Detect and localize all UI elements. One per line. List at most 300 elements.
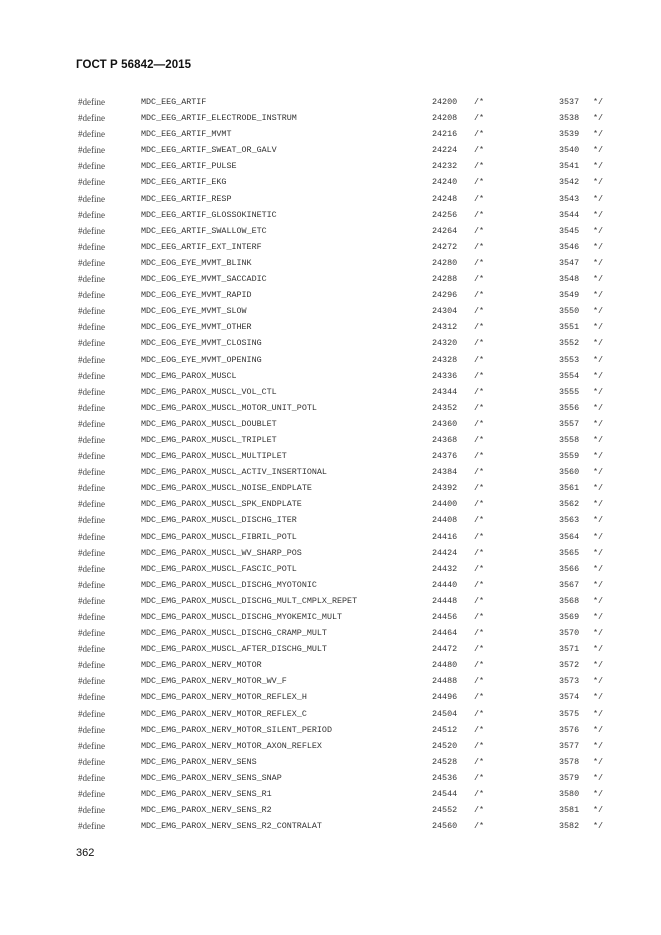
comment-close: */ xyxy=(593,563,604,574)
comment-number: 3565 xyxy=(559,547,580,558)
code-line xyxy=(0,400,661,416)
comment-open: /* xyxy=(474,499,485,510)
comment-close: */ xyxy=(593,644,604,655)
code-line xyxy=(0,416,661,432)
code-line xyxy=(0,512,661,528)
define-keyword: #define xyxy=(78,451,105,462)
comment-close: */ xyxy=(593,97,604,107)
comment-number: 3546 xyxy=(559,241,580,252)
macro-value: 24312 xyxy=(432,322,458,333)
comment-number: 3561 xyxy=(559,483,580,494)
define-keyword: #define xyxy=(78,547,105,558)
comment-close: */ xyxy=(593,483,604,494)
define-keyword: #define xyxy=(78,483,105,494)
macro-value: 24272 xyxy=(432,241,458,252)
comment-number: 3571 xyxy=(559,644,580,655)
macro-value: 24424 xyxy=(432,547,458,558)
comment-open: /* xyxy=(474,370,485,381)
comment-close: */ xyxy=(593,402,604,413)
comment-close: */ xyxy=(593,418,604,429)
macro-name: MDC_EMG_PAROX_MUSCL_FIBRIL_POTL xyxy=(141,531,297,542)
code-line xyxy=(0,174,661,190)
comment-close: */ xyxy=(593,499,604,510)
macro-value: 24496 xyxy=(432,692,458,703)
document-header: ГОСТ Р 56842—2015 xyxy=(76,59,192,71)
define-keyword: #define xyxy=(78,129,105,140)
macro-value: 24536 xyxy=(432,772,458,783)
define-keyword: #define xyxy=(78,177,105,188)
macro-name: MDC_EMG_PAROX_MUSCL_ACTIV_INSERTIONAL xyxy=(141,467,327,478)
comment-close: */ xyxy=(593,676,604,687)
define-keyword: #define xyxy=(78,499,105,510)
comment-close: */ xyxy=(593,274,604,285)
comment-open: /* xyxy=(474,547,485,558)
macro-value: 24448 xyxy=(432,595,458,606)
code-line xyxy=(0,255,661,271)
code-line xyxy=(0,464,661,480)
macro-name: MDC_EEG_ARTIF_EXT_INTERF xyxy=(141,241,262,252)
macro-value: 24472 xyxy=(432,644,458,655)
code-line xyxy=(0,722,661,738)
define-keyword: #define xyxy=(78,821,105,832)
define-keyword: #define xyxy=(78,515,105,526)
comment-open: /* xyxy=(474,354,485,365)
comment-open: /* xyxy=(474,241,485,252)
define-keyword: #define xyxy=(78,789,105,800)
comment-close: */ xyxy=(593,257,604,268)
define-keyword: #define xyxy=(78,97,105,107)
comment-close: */ xyxy=(593,515,604,526)
define-keyword: #define xyxy=(78,708,105,719)
macro-value: 24384 xyxy=(432,467,458,478)
comment-close: */ xyxy=(593,660,604,671)
macro-name: MDC_EEG_ARTIF_GLOSSOKINETIC xyxy=(141,209,277,220)
comment-number: 3548 xyxy=(559,274,580,285)
comment-close: */ xyxy=(593,161,604,172)
comment-close: */ xyxy=(593,306,604,317)
macro-name: MDC_EOG_EYE_MVMT_OTHER xyxy=(141,322,252,333)
define-keyword: #define xyxy=(78,113,105,124)
comment-number: 3576 xyxy=(559,724,580,735)
macro-value: 24440 xyxy=(432,579,458,590)
macro-value: 24208 xyxy=(432,113,458,124)
macro-value: 24320 xyxy=(432,338,458,349)
code-line xyxy=(0,625,661,641)
comment-open: /* xyxy=(474,145,485,156)
comment-number: 3543 xyxy=(559,193,580,204)
comment-open: /* xyxy=(474,322,485,333)
comment-number: 3580 xyxy=(559,789,580,800)
comment-number: 3579 xyxy=(559,772,580,783)
macro-name: MDC_EEG_ARTIF_ELECTRODE_INSTRUM xyxy=(141,113,297,124)
code-line xyxy=(0,609,661,625)
comment-number: 3552 xyxy=(559,338,580,349)
code-line xyxy=(0,142,661,158)
macro-value: 24360 xyxy=(432,418,458,429)
define-keyword: #define xyxy=(78,370,105,381)
code-line xyxy=(0,802,661,818)
macro-name: MDC_EOG_EYE_MVMT_OPENING xyxy=(141,354,262,365)
code-line xyxy=(0,738,661,754)
define-keyword: #define xyxy=(78,563,105,574)
macro-value: 24504 xyxy=(432,708,458,719)
comment-number: 3540 xyxy=(559,145,580,156)
comment-open: /* xyxy=(474,177,485,188)
macro-name: MDC_EOG_EYE_MVMT_RAPID xyxy=(141,290,252,301)
comment-open: /* xyxy=(474,676,485,687)
comment-number: 3557 xyxy=(559,418,580,429)
comment-close: */ xyxy=(593,209,604,220)
comment-number: 3573 xyxy=(559,676,580,687)
comment-open: /* xyxy=(474,434,485,445)
macro-value: 24528 xyxy=(432,756,458,767)
macro-name: MDC_EMG_PAROX_MUSCL_MULTIPLET xyxy=(141,451,287,462)
macro-value: 24432 xyxy=(432,563,458,574)
macro-value: 24224 xyxy=(432,145,458,156)
code-line xyxy=(0,496,661,512)
code-line xyxy=(0,287,661,303)
comment-close: */ xyxy=(593,740,604,751)
comment-number: 3577 xyxy=(559,740,580,751)
macro-name: MDC_EMG_PAROX_MUSCL_SPK_ENDPLATE xyxy=(141,499,302,510)
comment-number: 3566 xyxy=(559,563,580,574)
comment-close: */ xyxy=(593,386,604,397)
code-line xyxy=(0,432,661,448)
macro-value: 24216 xyxy=(432,129,458,140)
comment-close: */ xyxy=(593,595,604,606)
comment-close: */ xyxy=(593,612,604,622)
comment-number: 3562 xyxy=(559,499,580,510)
define-keyword: #define xyxy=(78,756,105,767)
code-line xyxy=(0,319,661,335)
comment-open: /* xyxy=(474,209,485,220)
code-line xyxy=(0,593,661,609)
macro-value: 24376 xyxy=(432,451,458,462)
code-line xyxy=(0,271,661,287)
macro-name: MDC_EMG_PAROX_MUSCL xyxy=(141,370,237,381)
comment-open: /* xyxy=(474,161,485,172)
define-keyword: #define xyxy=(78,418,105,429)
code-line xyxy=(0,529,661,545)
comment-close: */ xyxy=(593,756,604,767)
define-keyword: #define xyxy=(78,692,105,703)
macro-name: MDC_EEG_ARTIF_SWALLOW_ETC xyxy=(141,225,267,236)
comment-open: /* xyxy=(474,483,485,494)
comment-open: /* xyxy=(474,756,485,767)
comment-open: /* xyxy=(474,789,485,800)
comment-number: 3542 xyxy=(559,177,580,188)
macro-value: 24248 xyxy=(432,193,458,204)
code-line xyxy=(0,368,661,384)
code-line xyxy=(0,673,661,689)
code-line xyxy=(0,94,661,110)
comment-close: */ xyxy=(593,772,604,783)
code-line xyxy=(0,577,661,593)
code-line xyxy=(0,110,661,126)
comment-open: /* xyxy=(474,821,485,832)
define-keyword: #define xyxy=(78,531,105,542)
macro-name: MDC_EMG_PAROX_NERV_MOTOR_SILENT_PERIOD xyxy=(141,724,332,735)
code-line xyxy=(0,561,661,577)
macro-name: MDC_EEG_ARTIF_MVMT xyxy=(141,129,232,140)
macro-value: 24336 xyxy=(432,370,458,381)
macro-name: MDC_EMG_PAROX_MUSCL_MOTOR_UNIT_POTL xyxy=(141,402,317,413)
macro-name: MDC_EMG_PAROX_MUSCL_AFTER_DISCHG_MULT xyxy=(141,644,327,655)
comment-number: 3570 xyxy=(559,628,580,639)
macro-name: MDC_EMG_PAROX_MUSCL_DISCHG_MYOTONIC xyxy=(141,579,317,590)
macro-name: MDC_EOG_EYE_MVMT_BLINK xyxy=(141,257,252,268)
comment-open: /* xyxy=(474,531,485,542)
comment-open: /* xyxy=(474,467,485,478)
macro-value: 24304 xyxy=(432,306,458,317)
comment-close: */ xyxy=(593,113,604,124)
comment-open: /* xyxy=(474,805,485,816)
define-keyword: #define xyxy=(78,193,105,204)
macro-value: 24392 xyxy=(432,483,458,494)
comment-close: */ xyxy=(593,531,604,542)
comment-number: 3559 xyxy=(559,451,580,462)
define-keyword: #define xyxy=(78,241,105,252)
define-keyword: #define xyxy=(78,595,105,606)
code-line xyxy=(0,448,661,464)
comment-number: 3564 xyxy=(559,531,580,542)
code-line xyxy=(0,207,661,223)
code-line xyxy=(0,223,661,239)
comment-close: */ xyxy=(593,692,604,703)
macro-name: MDC_EMG_PAROX_MUSCL_DISCHG_MYOKEMIC_MULT xyxy=(141,612,343,622)
define-keyword: #define xyxy=(78,257,105,268)
comment-open: /* xyxy=(474,193,485,204)
macro-name: MDC_EMG_PAROX_MUSCL_DOUBLET xyxy=(141,418,277,429)
comment-open: /* xyxy=(474,772,485,783)
code-line xyxy=(0,239,661,255)
comment-number: 3567 xyxy=(559,579,580,590)
macro-name: MDC_EEG_ARTIF xyxy=(141,97,207,107)
comment-open: /* xyxy=(474,515,485,526)
comment-open: /* xyxy=(474,628,485,639)
comment-number: 3547 xyxy=(559,257,580,268)
code-line xyxy=(0,303,661,319)
macro-value: 24328 xyxy=(432,354,458,365)
comment-close: */ xyxy=(593,370,604,381)
macro-name: MDC_EMG_PAROX_NERV_SENS xyxy=(141,756,257,767)
comment-close: */ xyxy=(593,290,604,301)
define-keyword: #define xyxy=(78,386,105,397)
comment-open: /* xyxy=(474,740,485,751)
comment-open: /* xyxy=(474,451,485,462)
code-line xyxy=(0,689,661,705)
macro-name: MDC_EMG_PAROX_NERV_MOTOR_WV_F xyxy=(141,676,287,687)
comment-open: /* xyxy=(474,402,485,413)
define-keyword: #define xyxy=(78,161,105,172)
comment-number: 3560 xyxy=(559,467,580,478)
comment-number: 3582 xyxy=(559,821,580,832)
comment-close: */ xyxy=(593,789,604,800)
macro-name: MDC_EMG_PAROX_NERV_SENS_R1 xyxy=(141,789,272,800)
macro-name: MDC_EOG_EYE_MVMT_CLOSING xyxy=(141,338,262,349)
comment-close: */ xyxy=(593,225,604,236)
define-keyword: #define xyxy=(78,805,105,816)
comment-open: /* xyxy=(474,274,485,285)
comment-number: 3549 xyxy=(559,290,580,301)
macro-name: MDC_EMG_PAROX_MUSCL_NOISE_ENDPLATE xyxy=(141,483,312,494)
comment-open: /* xyxy=(474,418,485,429)
comment-number: 3578 xyxy=(559,756,580,767)
define-list xyxy=(0,94,661,834)
comment-number: 3541 xyxy=(559,161,580,172)
define-keyword: #define xyxy=(78,676,105,687)
macro-value: 24200 xyxy=(432,97,458,107)
code-line xyxy=(0,786,661,802)
comment-close: */ xyxy=(593,177,604,188)
code-line xyxy=(0,754,661,770)
comment-number: 3539 xyxy=(559,129,580,140)
macro-name: MDC_EMG_PAROX_MUSCL_VOL_CTL xyxy=(141,386,277,397)
macro-name: MDC_EMG_PAROX_NERV_SENS_R2_CONTRALAT xyxy=(141,821,322,832)
macro-value: 24352 xyxy=(432,402,458,413)
define-keyword: #define xyxy=(78,579,105,590)
comment-number: 3545 xyxy=(559,225,580,236)
macro-name: MDC_EOG_EYE_MVMT_SACCADIC xyxy=(141,274,267,285)
macro-name: MDC_EEG_ARTIF_SWEAT_OR_GALV xyxy=(141,145,277,156)
comment-open: /* xyxy=(474,225,485,236)
comment-number: 3558 xyxy=(559,434,580,445)
comment-open: /* xyxy=(474,338,485,349)
comment-close: */ xyxy=(593,145,604,156)
comment-close: */ xyxy=(593,547,604,558)
macro-name: MDC_EMG_PAROX_MUSCL_DISCHG_CRAMP_MULT xyxy=(141,628,327,639)
define-keyword: #define xyxy=(78,145,105,156)
comment-close: */ xyxy=(593,724,604,735)
macro-value: 24280 xyxy=(432,257,458,268)
define-keyword: #define xyxy=(78,354,105,365)
macro-name: MDC_EMG_PAROX_MUSCL_FASCIC_POTL xyxy=(141,563,297,574)
macro-value: 24240 xyxy=(432,177,458,188)
comment-open: /* xyxy=(474,579,485,590)
comment-close: */ xyxy=(593,708,604,719)
comment-close: */ xyxy=(593,805,604,816)
code-line xyxy=(0,480,661,496)
code-line xyxy=(0,191,661,207)
comment-open: /* xyxy=(474,595,485,606)
code-line xyxy=(0,657,661,673)
comment-number: 3537 xyxy=(559,97,580,107)
define-keyword: #define xyxy=(78,402,105,413)
macro-value: 24288 xyxy=(432,274,458,285)
comment-number: 3568 xyxy=(559,595,580,606)
define-keyword: #define xyxy=(78,322,105,333)
macro-value: 24488 xyxy=(432,676,458,687)
define-keyword: #define xyxy=(78,338,105,349)
macro-value: 24408 xyxy=(432,515,458,526)
comment-number: 3556 xyxy=(559,402,580,413)
macro-name: MDC_EMG_PAROX_NERV_SENS_SNAP xyxy=(141,772,282,783)
macro-name: MDC_EMG_PAROX_MUSCL_WV_SHARP_POS xyxy=(141,547,302,558)
comment-open: /* xyxy=(474,563,485,574)
macro-name: MDC_EEG_ARTIF_PULSE xyxy=(141,161,237,172)
code-line xyxy=(0,126,661,142)
code-line xyxy=(0,158,661,174)
comment-number: 3544 xyxy=(559,209,580,220)
comment-number: 3538 xyxy=(559,113,580,124)
comment-number: 3572 xyxy=(559,660,580,671)
macro-value: 24264 xyxy=(432,225,458,236)
comment-open: /* xyxy=(474,113,485,124)
macro-name: MDC_EMG_PAROX_MUSCL_DISCHG_MULT_CMPLX_REPET xyxy=(141,595,358,606)
comment-open: /* xyxy=(474,660,485,671)
macro-name: MDC_EEG_ARTIF_EKG xyxy=(141,177,227,188)
define-keyword: #define xyxy=(78,660,105,671)
comment-close: */ xyxy=(593,241,604,252)
macro-name: MDC_EMG_PAROX_MUSCL_DISCHG_ITER xyxy=(141,515,297,526)
comment-open: /* xyxy=(474,724,485,735)
comment-open: /* xyxy=(474,129,485,140)
code-line xyxy=(0,641,661,657)
comment-number: 3550 xyxy=(559,306,580,317)
comment-number: 3551 xyxy=(559,322,580,333)
macro-name: MDC_EMG_PAROX_NERV_MOTOR_AXON_REFLEX xyxy=(141,740,322,751)
comment-close: */ xyxy=(593,628,604,639)
comment-number: 3553 xyxy=(559,354,580,365)
macro-value: 24480 xyxy=(432,660,458,671)
macro-value: 24464 xyxy=(432,628,458,639)
macro-value: 24520 xyxy=(432,740,458,751)
define-keyword: #define xyxy=(78,740,105,751)
comment-open: /* xyxy=(474,692,485,703)
macro-value: 24560 xyxy=(432,821,458,832)
comment-number: 3575 xyxy=(559,708,580,719)
comment-close: */ xyxy=(593,322,604,333)
comment-open: /* xyxy=(474,708,485,719)
code-line xyxy=(0,384,661,400)
code-line xyxy=(0,706,661,722)
macro-value: 24256 xyxy=(432,209,458,220)
define-keyword: #define xyxy=(78,628,105,639)
macro-name: MDC_EMG_PAROX_NERV_MOTOR_REFLEX_C xyxy=(141,708,307,719)
comment-close: */ xyxy=(593,193,604,204)
define-keyword: #define xyxy=(78,290,105,301)
comment-close: */ xyxy=(593,354,604,365)
define-keyword: #define xyxy=(78,612,105,622)
define-keyword: #define xyxy=(78,644,105,655)
define-keyword: #define xyxy=(78,209,105,220)
comment-close: */ xyxy=(593,434,604,445)
comment-number: 3569 xyxy=(559,612,580,622)
comment-number: 3574 xyxy=(559,692,580,703)
macro-value: 24416 xyxy=(432,531,458,542)
define-keyword: #define xyxy=(78,772,105,783)
define-keyword: #define xyxy=(78,434,105,445)
macro-value: 24296 xyxy=(432,290,458,301)
define-keyword: #define xyxy=(78,274,105,285)
code-line xyxy=(0,352,661,368)
code-line xyxy=(0,545,661,561)
define-keyword: #define xyxy=(78,724,105,735)
macro-name: MDC_EMG_PAROX_MUSCL_TRIPLET xyxy=(141,434,277,445)
macro-value: 24344 xyxy=(432,386,458,397)
comment-number: 3554 xyxy=(559,370,580,381)
comment-close: */ xyxy=(593,451,604,462)
comment-open: /* xyxy=(474,257,485,268)
comment-open: /* xyxy=(474,612,485,622)
comment-number: 3581 xyxy=(559,805,580,816)
comment-open: /* xyxy=(474,97,485,107)
macro-value: 24544 xyxy=(432,789,458,800)
code-line xyxy=(0,770,661,786)
comment-number: 3555 xyxy=(559,386,580,397)
code-line xyxy=(0,818,661,834)
comment-close: */ xyxy=(593,579,604,590)
